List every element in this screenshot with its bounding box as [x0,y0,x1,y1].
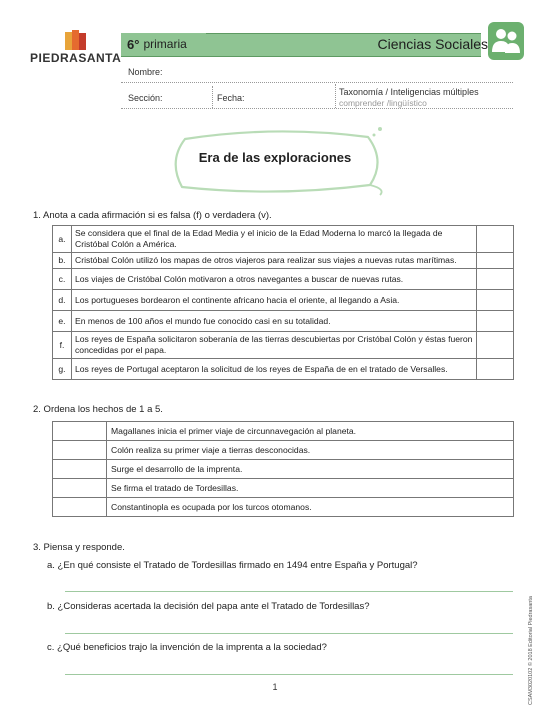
row-letter: c. [53,269,72,290]
table-row [53,311,514,332]
true-false-table [52,225,514,380]
taxonomy-label: Taxonomía / Inteligencias múltiples [339,87,479,97]
q3b-question: b. ¿Consideras acertada la decisión del papa ante el Tratado de Tordesillas? [47,601,370,612]
answer-cell[interactable] [477,253,514,269]
order-number-cell[interactable] [53,441,107,460]
answer-line-b[interactable] [65,633,513,634]
answer-line-c[interactable] [65,674,513,675]
q1-prompt: 1. Anota a cada afirmación si es falsa (f) o verdadera (v). [33,210,272,221]
divider [212,86,213,108]
table-row [53,290,514,311]
row-letter: e. [53,311,72,332]
page-number: 1 [272,682,278,692]
q3c-question: c. ¿Qué beneficios trajo la invención de la imprenta a la sociedad? [47,642,327,653]
row-letter: f. [53,332,72,359]
row-letter: g. [53,359,72,380]
name-label: Nombre: [128,67,163,77]
row-text: Colón realiza su primer viaje a tierras desconocidas. [107,441,514,460]
table-row [53,269,514,290]
grade-label: primaria [143,37,187,51]
answer-cell[interactable] [477,311,514,332]
table-row [53,498,514,517]
answer-cell[interactable] [477,290,514,311]
q3a-question: a. ¿En qué consiste el Tratado de Tordesillas firmado en 1494 entre España y Portugal? [47,560,418,571]
answer-cell[interactable] [477,359,514,380]
order-number-cell[interactable] [53,460,107,479]
grade-tag [121,33,206,55]
answer-cell[interactable] [477,226,514,253]
order-number-cell[interactable] [53,479,107,498]
row-text: En menos de 100 años el mundo fue conocido casi en su totalidad. [72,311,477,332]
table-row [53,359,514,380]
table-row [53,441,514,460]
copyright-text: CSAM3020102 © 2018 Editorial Piedrasanta [528,596,534,705]
piedrasanta-logo-icon [62,28,92,52]
name-line[interactable] [121,82,513,83]
taxonomy-value: comprender /lingüístico [339,98,427,108]
copyright-side-text [528,545,540,705]
answer-cell[interactable] [477,269,514,290]
logo-text: PIEDRASANTA [30,51,122,65]
row-text: Se considera que el final de la Edad Media y el inicio de la Edad Moderna lo marcó la llegada de Cristóbal Colón a América. [72,226,477,253]
subject-title: Ciencias Sociales [377,36,488,52]
row-text: Magallanes inicia el primer viaje de circunnavegación al planeta. [107,422,514,441]
people-icon [488,22,524,60]
order-number-cell[interactable] [53,498,107,517]
answer-cell[interactable] [477,332,514,359]
page-title: Era de las exploraciones [198,150,352,165]
row-text: Se firma el tratado de Tordesillas. [107,479,514,498]
row-text: Constantinopla es ocupada por los turcos otomanos. [107,498,514,517]
answer-line-a[interactable] [65,591,513,592]
row-text: Surge el desarrollo de la imprenta. [107,460,514,479]
section-line[interactable] [121,108,513,109]
row-letter: b. [53,253,72,269]
table-row [53,460,514,479]
q2-prompt: 2. Ordena los hechos de 1 a 5. [33,404,163,415]
row-text: Cristóbal Colón utilizó los mapas de otros viajeros para realizar sus viajes a nuevas rutas marítimas. [72,253,477,269]
q3-prompt: 3. Piensa y responde. [33,542,125,553]
section-label: Sección: [128,93,163,103]
table-row [53,422,514,441]
order-number-cell[interactable] [53,422,107,441]
row-text: Los reyes de España solicitaron soberanía de las tierras descubiertas por Cristóbal Colón y éstas fueron concedidas por el papa. [72,332,477,359]
table-row [53,253,514,269]
row-text: Los viajes de Cristóbal Colón motivaron a otros navegantes a buscar de nuevas rutas. [72,269,477,290]
grade-number: 6° [127,36,140,52]
divider [335,84,336,108]
ordering-table [52,421,514,517]
row-text: Los reyes de Portugal aceptaron la solicitud de los reyes de España de en el tratado de Versalles. [72,359,477,380]
date-label: Fecha: [217,93,245,103]
table-row [53,226,514,253]
table-row [53,479,514,498]
row-text: Los portugueses bordearon el continente africano hacia el oriente, al llegando a Asia. [72,290,477,311]
row-letter: d. [53,290,72,311]
table-row [53,332,514,359]
row-letter: a. [53,226,72,253]
